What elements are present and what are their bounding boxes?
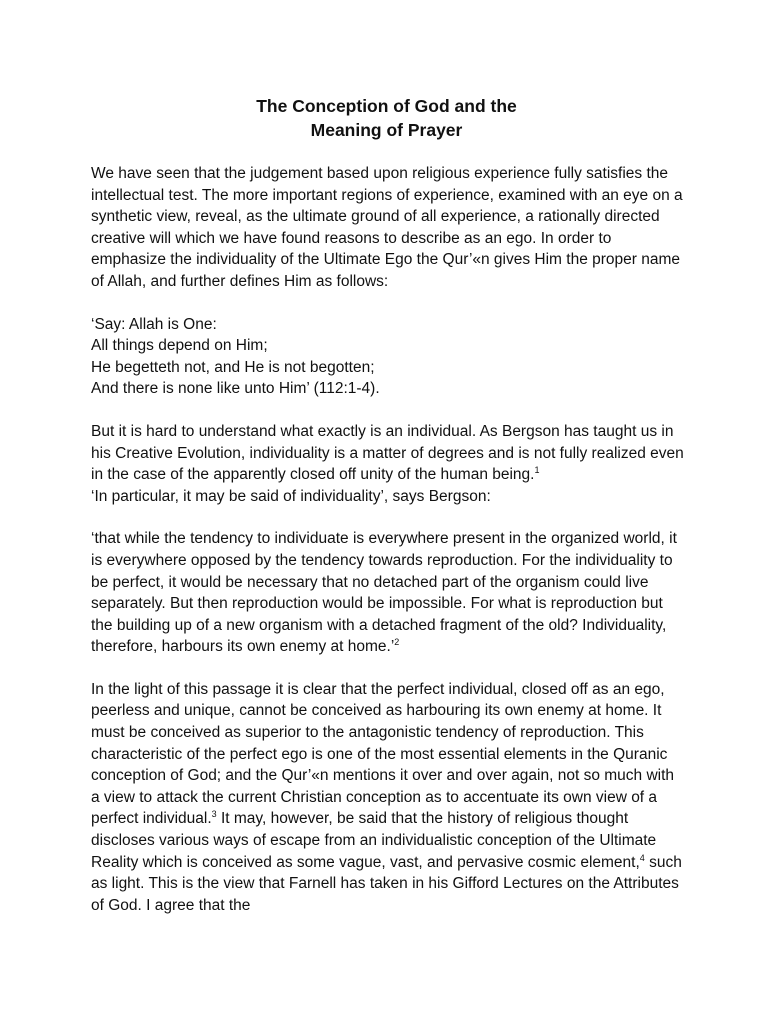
footnote-ref-4: 4 — [639, 852, 645, 863]
bergson-quote — [91, 528, 686, 658]
footnote-ref-3: 3 — [211, 809, 217, 820]
paragraph-1: We have seen that the judgement based upon religious experience fully satisfies the intellectual test. The more important regions of experience, examined with an eye on a synthetic view, reveal, as the ultimate ground of all experience, a rationally directed creative will which we have found reasons to describe as an ego. In order to emphasize the individuality of the Ultimate Ego the Qur’«n gives Him the proper name of Allah, and further defines Him as follows: — [91, 165, 683, 290]
verse-line-4: And there is none like unto Him’ (112:1-4). — [91, 380, 380, 398]
paragraph-3-text-a: But it is hard to understand what exactly is an individual. As Bergson has taught us in his Creative Evolution, individuality is a matter of degrees and is not fully realized even in the case of the apparently closed off unity of the human being. — [91, 422, 684, 484]
footnote-ref-2: 2 — [394, 637, 400, 648]
footnote-ref-1: 1 — [534, 464, 540, 475]
title-line-2: Meaning of Prayer — [310, 120, 463, 140]
paragraph-5-text-a: In the light of this passage it is clear that the perfect individual, closed off as an ego, peerless and unique, cannot be conceived as harbouring its own enemy at home. It must be conceived as superior to the antagonistic tendency of reproduction. This characteristic of the perfect ego is one of the most essential elements in the Quranic conception of God; and the Qur’«n mentions it over and over again, not so much with a view to attack the current Christian conception as to accentuate its own view of a perfect individual. — [91, 680, 675, 828]
bergson-quote-text: ‘that while the tendency to individuate is everywhere present in the organized world, it is everywhere opposed by the tendency towards reproduction. For the individuality to be perfect, it would be necessary that no detached part of the organism could live separately. But then reproduction would be impossible. For what is reproduction but the building up of a new organism with a detached fragment of the old? Individuality, therefore, harbours its own enemy at home.’ — [91, 530, 677, 656]
paragraph-3-text-b: ‘In particular, it may be said of individuality’, says Bergson: — [91, 487, 491, 505]
verse-line-3: He begetteth not, and He is not begotten; — [91, 358, 375, 376]
title-line-1: The Conception of God and the — [256, 96, 517, 116]
paragraph-5 — [91, 679, 686, 917]
paragraph-3 — [91, 421, 686, 507]
page-title — [91, 94, 686, 142]
paragraph-5-text-c: such as light. This is the view that Farnell has taken in his Gifford Lectures on the Attributes of God. I agree that the — [91, 853, 682, 914]
verse-line-1: ‘Say: Allah is One: — [91, 315, 217, 333]
quran-verse — [91, 314, 686, 400]
verse-line-2: All things depend on Him; — [91, 337, 268, 355]
paragraph-5-text-b: It may, however, be said that the history of religious thought discloses various ways of escape from an individualistic conception of the Ultimate Reality which is conceived as some vague, vast, and pervasive cosmic element, — [91, 810, 657, 871]
